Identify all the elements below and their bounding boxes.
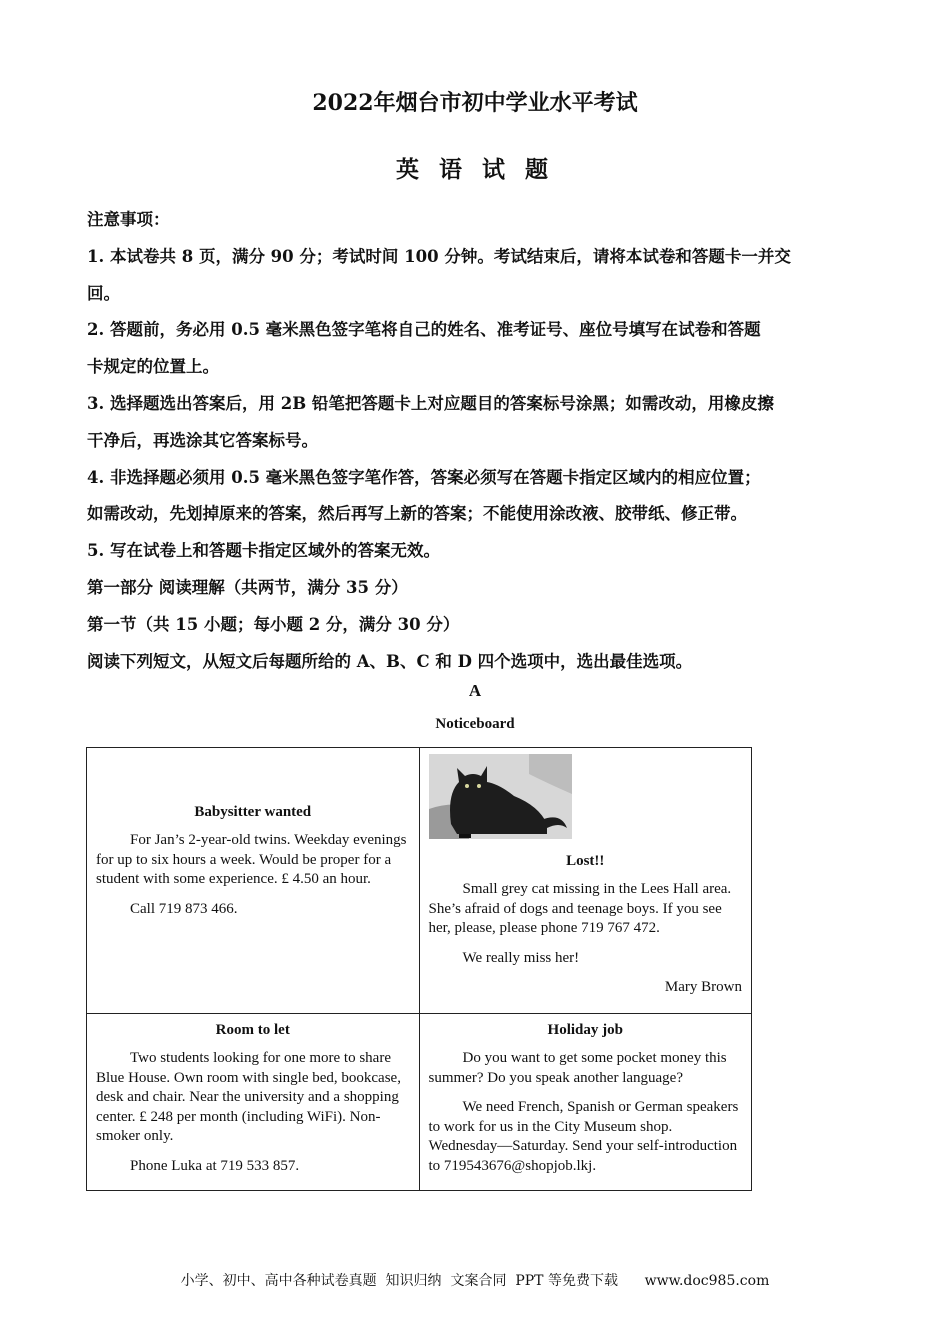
notice-body: For Jan’s 2-year-old twins. Weekday evenings for up to six hours a week. Would be proper for a student with some experience. £ 4.50 an hour.: [96, 832, 407, 887]
exam-title: 2022年烟台市初中学业水平考试: [312, 90, 638, 116]
noticeboard-table: [86, 747, 752, 1191]
part-heading: 第一部分 阅读理解（共两节，满分 35 分）: [87, 577, 408, 597]
reading-directions: 阅读下列短文，从短文后每题所给的 A、B、C 和 D 四个选项中，选出最佳选项。: [87, 651, 693, 671]
section-heading: 第一节（共 15 小题；每小题 2 分，满分 30 分）: [87, 614, 460, 634]
instruction-line: 3. 选择题选出答案后，用 2B 铅笔把答题卡上对应题目的答案标号涂黑；如需改动，用橡皮擦: [87, 393, 774, 413]
instruction-line: 干净后，再选涂其它答案标号。: [87, 430, 318, 450]
instruction-line: 1. 本试卷共 8 页，满分 90 分；考试时间 100 分钟。考试结束后，请将本试卷和答题卡一并交: [87, 246, 791, 266]
notice-body: Two students looking for one more to share Blue House. Own room with single bed, bookcase, desk and chair. Near the university and a shopping center. £ 248 per month (including WiFi). Non-smoker only.: [96, 1050, 401, 1144]
notice-body: We need French, Spanish or German speakers to work for us in the City Museum shop. Wednesday—Saturday. Send your self-introduction to 719543676@shopjob.lkj.: [428, 1099, 739, 1174]
notice-signature: Mary Brown: [664, 979, 742, 995]
instructions: [87, 202, 867, 680]
cat-photo: [429, 754, 572, 839]
notice-body: Small grey cat missing in the Lees Hall area. She’s afraid of dogs and teenage boys. If you see her, please, please phone 719 767 472.: [428, 881, 732, 936]
notice-lost-cat: [419, 748, 752, 1014]
instruction-line: 如需改动，先划掉原来的答案，然后再写上新的答案；不能使用涂改液、胶带纸、修正带。: [87, 504, 747, 524]
notice-note: We really miss her!: [462, 949, 580, 966]
notice-body: Do you want to get some pocket money this summer? Do you speak another language?: [428, 1050, 727, 1086]
instruction-line: 5. 写在试卷上和答题卡指定区域外的答案无效。: [87, 541, 440, 561]
page-footer: 小学、初中、高中各种试卷真题 知识归纳 文案合同 PPT 等免费下载 www.doc985.com: [180, 1273, 770, 1289]
instruction-line: 2. 答题前，务必用 0.5 毫米黑色签字笔将自己的姓名、准考证号、座位号填写在试卷和答题: [87, 320, 761, 340]
instruction-line: 4. 非选择题必须用 0.5 毫米黑色签字笔作答，答案必须写在答题卡指定区域内的相应位置；: [87, 467, 761, 487]
notice-contact: Call 719 873 466.: [130, 900, 238, 917]
notice-title: Babysitter wanted: [194, 804, 312, 820]
notice-contact: Phone Luka at 719 533 857.: [130, 1157, 300, 1174]
notice-babysitter: [87, 748, 420, 1014]
notice-title: Holiday job: [547, 1022, 623, 1038]
passage-label: A: [468, 681, 482, 700]
noticeboard-title: Noticeboard: [435, 716, 515, 732]
notice-room: [87, 1014, 420, 1191]
instruction-line: 卡规定的位置上。: [87, 357, 219, 377]
instructions-heading: 注意事项：: [87, 210, 170, 229]
instruction-line: 回。: [87, 283, 120, 303]
notice-holiday-job: [419, 1014, 752, 1191]
notice-title: Lost!!: [566, 853, 605, 869]
notice-title: Room to let: [215, 1022, 290, 1038]
exam-subtitle: 英 语 试 题: [395, 156, 555, 183]
